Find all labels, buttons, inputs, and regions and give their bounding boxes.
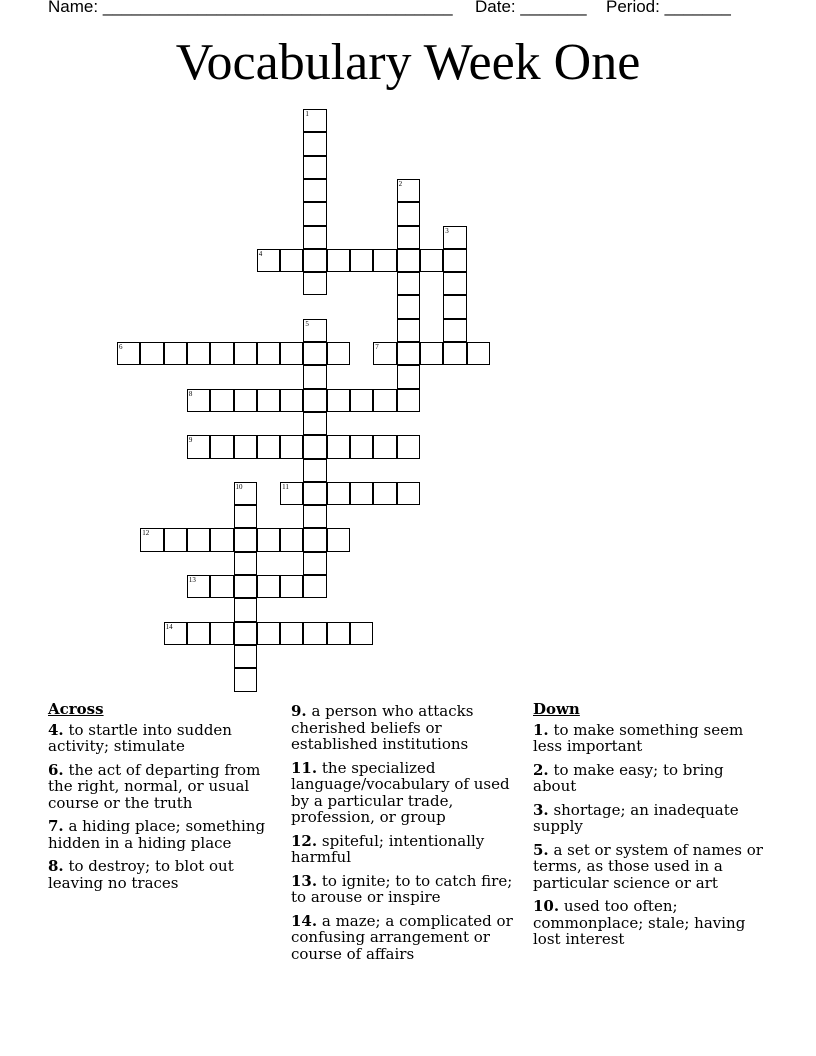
- grid-cell[interactable]: [443, 226, 466, 249]
- grid-cell[interactable]: [234, 575, 257, 598]
- grid-cell[interactable]: [397, 226, 420, 249]
- grid-cell[interactable]: [303, 389, 326, 412]
- grid-cell[interactable]: [303, 575, 326, 598]
- clue-item: [291, 873, 527, 906]
- clue-number: 10: [235, 482, 243, 491]
- grid-cell[interactable]: [303, 319, 326, 342]
- down-heading: Down: [533, 700, 580, 718]
- date-blank[interactable]: _______: [520, 0, 587, 16]
- grid-cell[interactable]: [303, 552, 326, 575]
- grid-cell[interactable]: [373, 342, 396, 365]
- clue-item: [48, 858, 284, 891]
- grid-cell[interactable]: [210, 435, 233, 458]
- grid-cell[interactable]: [164, 528, 187, 551]
- clue-item-text: a maze; a complicated or confusing arrangement or course of affairs: [291, 911, 513, 963]
- date-label: Date:: [475, 0, 516, 16]
- grid-cell[interactable]: [210, 622, 233, 645]
- clue-item: [533, 762, 769, 795]
- across-heading: Across: [48, 700, 104, 718]
- grid-cell[interactable]: [257, 342, 280, 365]
- grid-cell[interactable]: [303, 272, 326, 295]
- grid-cell[interactable]: [280, 249, 303, 272]
- clue-number: 14: [165, 622, 173, 631]
- grid-cell[interactable]: [373, 482, 396, 505]
- grid-cell[interactable]: [373, 389, 396, 412]
- grid-cell[interactable]: [327, 482, 350, 505]
- grid-cell[interactable]: [303, 622, 326, 645]
- clue-number: 6: [119, 343, 123, 351]
- grid-cell[interactable]: [327, 622, 350, 645]
- grid-cell[interactable]: [140, 342, 163, 365]
- grid-cell[interactable]: [303, 179, 326, 202]
- period-blank[interactable]: _______: [664, 0, 731, 16]
- grid-cell[interactable]: [420, 249, 443, 272]
- grid-cell[interactable]: [280, 389, 303, 412]
- grid-cell[interactable]: [280, 342, 303, 365]
- name-blank[interactable]: _____________________________________: [102, 0, 453, 16]
- down-clues-column: [533, 701, 769, 955]
- grid-cell[interactable]: [327, 528, 350, 551]
- grid-cell[interactable]: [397, 249, 420, 272]
- clue-item-number: 8.: [48, 857, 64, 875]
- grid-cell[interactable]: [303, 226, 326, 249]
- grid-cell[interactable]: [303, 109, 326, 132]
- clue-item-text: used too often; commonplace; stale; having lost interest: [533, 897, 746, 948]
- down-clue-list: [533, 722, 769, 948]
- clue-item-text: shortage; an inadequate supply: [533, 800, 739, 835]
- clue-item-text: a set or system of names or terms, as those used in a particular science or art: [533, 840, 763, 892]
- grid-cell[interactable]: [187, 622, 210, 645]
- grid-cell[interactable]: [327, 249, 350, 272]
- grid-cell[interactable]: [187, 342, 210, 365]
- grid-cell[interactable]: [397, 179, 420, 202]
- clue-item-text: a person who attacks cherished beliefs or established institutions: [291, 702, 474, 753]
- grid-cell[interactable]: [234, 528, 257, 551]
- clue-number: 4: [258, 249, 263, 258]
- grid-cell[interactable]: [350, 482, 373, 505]
- grid-cell[interactable]: [303, 202, 326, 225]
- clue-item-text: the specialized language/vocabulary of used by a particular trade, profession, or group: [291, 758, 510, 826]
- clue-number: 8: [188, 389, 193, 398]
- grid-cell[interactable]: [467, 342, 490, 365]
- grid-cell[interactable]: [210, 342, 233, 365]
- grid-cell[interactable]: [303, 156, 326, 179]
- grid-cell[interactable]: [164, 622, 187, 645]
- grid-cell[interactable]: [234, 482, 257, 505]
- grid-cell[interactable]: [443, 342, 466, 365]
- clue-number: 3: [445, 226, 449, 235]
- clue-item-number: 10.: [533, 897, 560, 915]
- grid-cell[interactable]: [303, 459, 326, 482]
- grid-cell[interactable]: [373, 249, 396, 272]
- clue-item-number: 1.: [533, 720, 549, 739]
- grid-cell[interactable]: [187, 528, 210, 551]
- grid-cell[interactable]: [257, 622, 280, 645]
- grid-cell[interactable]: [280, 575, 303, 598]
- clue-item: [291, 833, 527, 866]
- grid-cell[interactable]: [187, 435, 210, 458]
- grid-cell[interactable]: [327, 342, 350, 365]
- clue-item-text: to destroy; to blot out leaving no traces: [48, 857, 234, 892]
- clue-item-text: to ignite; to to catch fire; to arouse or inspire: [291, 871, 513, 906]
- clue-item-number: 9.: [291, 702, 307, 720]
- clue-item-number: 6.: [48, 760, 64, 779]
- grid-cell[interactable]: [420, 342, 443, 365]
- grid-cell[interactable]: [397, 295, 420, 318]
- grid-cell[interactable]: [234, 389, 257, 412]
- clue-number: 11: [282, 482, 289, 491]
- clue-item: [48, 722, 284, 755]
- grid-cell[interactable]: [280, 528, 303, 551]
- clue-item-number: 12.: [291, 831, 318, 850]
- grid-cell[interactable]: [234, 342, 257, 365]
- grid-cell[interactable]: [327, 389, 350, 412]
- clue-item-text: to startle into sudden activity; stimulate: [48, 720, 232, 755]
- clue-item-number: 3.: [533, 800, 549, 819]
- grid-cell[interactable]: [443, 319, 466, 342]
- grid-cell[interactable]: [234, 598, 257, 621]
- clue-item-text: spiteful; intentionally harmful: [291, 831, 485, 866]
- clue-item: [291, 913, 527, 963]
- grid-cell[interactable]: [443, 249, 466, 272]
- across-clue-list: [48, 722, 284, 892]
- across-clue-list-2: [291, 703, 527, 962]
- grid-cell[interactable]: [397, 435, 420, 458]
- clue-item-number: 14.: [291, 911, 318, 930]
- grid-cell[interactable]: [164, 342, 187, 365]
- grid-cell[interactable]: [397, 319, 420, 342]
- grid-cell[interactable]: [303, 249, 326, 272]
- grid-cell[interactable]: [257, 249, 280, 272]
- grid-cell[interactable]: [234, 668, 257, 691]
- grid-cell[interactable]: [397, 272, 420, 295]
- clue-item: [48, 818, 284, 851]
- grid-cell[interactable]: [234, 622, 257, 645]
- clue-item: [533, 722, 769, 755]
- grid-cell[interactable]: [303, 412, 326, 435]
- grid-cell[interactable]: [397, 482, 420, 505]
- clue-item: [533, 802, 769, 835]
- grid-cell[interactable]: [327, 435, 350, 458]
- clue-item: [533, 842, 769, 892]
- grid-cell[interactable]: [303, 132, 326, 155]
- grid-cell[interactable]: [234, 645, 257, 668]
- clue-item-text: the act of departing from the right, normal, or usual course or the truth: [48, 760, 261, 812]
- grid-cell[interactable]: [303, 342, 326, 365]
- grid-cell[interactable]: [210, 528, 233, 551]
- clue-number: 1: [305, 110, 309, 118]
- grid-cell[interactable]: [117, 342, 140, 365]
- grid-cell[interactable]: [397, 365, 420, 388]
- page-title: Vocabulary Week One: [175, 34, 641, 91]
- grid-cell[interactable]: [187, 389, 210, 412]
- clue-number: 13: [188, 576, 196, 584]
- clue-item: [291, 703, 527, 753]
- grid-cell[interactable]: [234, 505, 257, 528]
- clue-item-number: 5.: [533, 840, 549, 859]
- grid-cell[interactable]: [303, 528, 326, 551]
- grid-cell[interactable]: [257, 575, 280, 598]
- grid-cell[interactable]: [234, 552, 257, 575]
- clue-number: 7: [375, 343, 379, 351]
- grid-cell[interactable]: [280, 622, 303, 645]
- clue-number: 9: [188, 436, 193, 445]
- grid-cell[interactable]: [140, 528, 163, 551]
- grid-cell[interactable]: [303, 435, 326, 458]
- clue-item-text: to make something seem less important: [533, 720, 744, 755]
- grid-cell[interactable]: [397, 342, 420, 365]
- grid-cell[interactable]: [210, 389, 233, 412]
- grid-cell[interactable]: [234, 435, 257, 458]
- clue-number: 2: [398, 179, 403, 188]
- clue-item-number: 13.: [291, 871, 318, 890]
- across-clues-column: [48, 701, 284, 898]
- grid-cell[interactable]: [303, 505, 326, 528]
- grid-cell[interactable]: [350, 435, 373, 458]
- across-clues-column-2: [291, 703, 527, 969]
- name-label: Name:: [48, 0, 99, 16]
- grid-cell[interactable]: [397, 202, 420, 225]
- period-label: Period:: [606, 0, 660, 16]
- clue-item-text: to make easy; to bring about: [533, 760, 724, 795]
- grid-cell[interactable]: [280, 435, 303, 458]
- clue-item-number: 4.: [48, 720, 64, 739]
- grid-cell[interactable]: [373, 435, 396, 458]
- grid-cell[interactable]: [443, 272, 466, 295]
- grid-cell[interactable]: [210, 575, 233, 598]
- grid-cell[interactable]: [187, 575, 210, 598]
- grid-cell[interactable]: [350, 389, 373, 412]
- clue-number: 5: [305, 319, 309, 328]
- clue-item-number: 2.: [533, 760, 549, 779]
- grid-cell[interactable]: [257, 528, 280, 551]
- clue-item: [533, 898, 769, 948]
- grid-cell[interactable]: [350, 249, 373, 272]
- grid-cell[interactable]: [397, 389, 420, 412]
- clue-item-number: 7.: [48, 817, 64, 835]
- clue-item: [291, 760, 527, 826]
- grid-cell[interactable]: [350, 622, 373, 645]
- clue-item-text: a hiding place; something hidden in a hiding place: [48, 817, 266, 852]
- grid-cell[interactable]: [443, 295, 466, 318]
- grid-cell[interactable]: [257, 389, 280, 412]
- clue-item-number: 11.: [291, 758, 318, 777]
- clue-number: 12: [142, 529, 150, 538]
- grid-cell[interactable]: [257, 435, 280, 458]
- grid-cell[interactable]: [303, 482, 326, 505]
- grid-cell[interactable]: [280, 482, 303, 505]
- grid-cell[interactable]: [303, 365, 326, 388]
- clue-item: [48, 762, 284, 812]
